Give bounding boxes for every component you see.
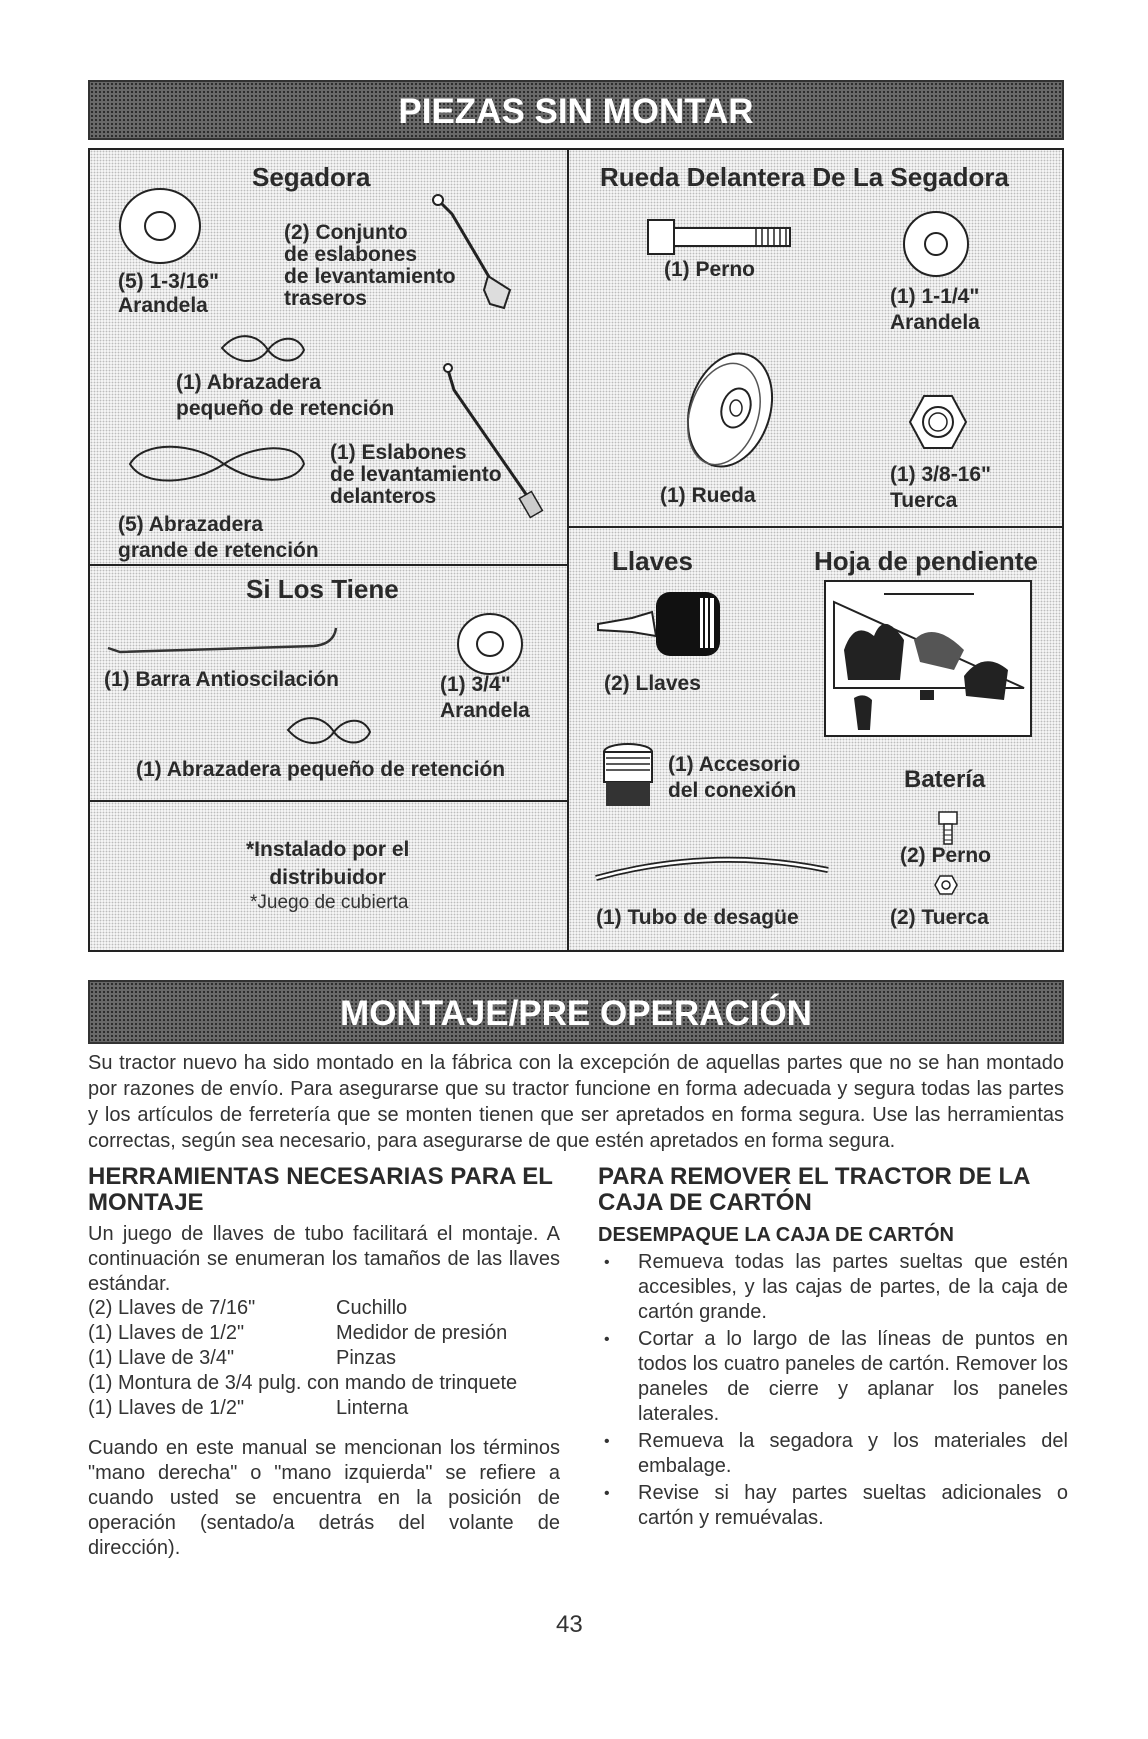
llaves-title: Llaves xyxy=(612,546,693,576)
rueda-washer-label: (1) 1-1/4" Arandela xyxy=(890,285,980,334)
bolt-icon xyxy=(646,218,796,258)
wheel-icon xyxy=(666,348,786,478)
tools-row xyxy=(88,1296,568,1321)
tool-name: (1) Llaves de 1/2" xyxy=(88,1322,245,1344)
tools-row xyxy=(88,1321,568,1346)
key-icon xyxy=(592,584,732,664)
keys-label: (2) Llaves xyxy=(604,672,701,695)
section-banner-assembly xyxy=(88,980,1064,1044)
banner-title: MONTAJE/PRE OPERACIÓN xyxy=(340,994,812,1033)
hose-label: (1) Tubo de desagüe xyxy=(596,906,799,929)
dealer-installed-note: *Instalado por el distribuidor xyxy=(246,838,410,889)
tool-name: (1) Llaves de 1/2" xyxy=(88,1397,245,1419)
segadora-title: Segadora xyxy=(252,162,371,192)
remove-heading: PARA REMOVER EL TRACTOR DE LA CAJA DE CARTÓN xyxy=(598,1163,1030,1216)
tools-table xyxy=(88,1296,568,1421)
washer-icon xyxy=(452,610,532,680)
rear-lift-link-icon xyxy=(430,192,540,332)
list-item: • Cortar a lo largo de las líneas de puntos en todos los cuatro paneles de cartón. Remover los paneles de cierre y aplanar los paneles laterales. xyxy=(598,1327,1068,1427)
list-item: • Remueva todas las partes sueltas que estén accesibles, y las cajas de partes, de la caja de cartón grande. xyxy=(598,1250,1068,1325)
tools-row xyxy=(88,1346,568,1371)
fitting-label: (1) Accesorio del conexión xyxy=(668,753,801,802)
nut-icon xyxy=(908,394,968,450)
rear-links-label: (2) Conjunto de eslabones de levantamiento traseros xyxy=(284,221,456,310)
si-los-tiene-title: Si Los Tiene xyxy=(246,574,399,604)
sway-bar-label: (1) Barra Antioscilación xyxy=(104,668,339,691)
battery-bolt-icon xyxy=(936,810,960,846)
small-clip-label: (1) Abrazadera pequeño de retención xyxy=(176,371,395,420)
bateria-title: Batería xyxy=(904,766,986,793)
sway-bar-icon xyxy=(104,622,344,662)
hand-orientation-note: Cuando en este manual se mencionan los términos "mano derecha" o "mano izquierda" se refiere a cuando usted se encuentra en la posición de operación (sentado/a detrás del volante de dirección). xyxy=(88,1437,560,1559)
tool-name: Cuchillo xyxy=(336,1297,408,1319)
large-clip-icon xyxy=(124,432,314,512)
fitting-icon xyxy=(600,742,656,810)
drain-hose-icon xyxy=(592,852,832,886)
slope-gauge-icon xyxy=(824,580,1034,738)
section-banner-unassembled-parts xyxy=(88,80,1064,140)
large-clip-label: (5) Abrazadera grande de retención xyxy=(118,513,319,562)
unpack-steps xyxy=(598,1250,1068,1533)
tool-name: (2) Llaves de 7/16" xyxy=(88,1297,256,1319)
si-washer-label: (1) 3/4" Arandela xyxy=(440,673,530,722)
tool-name: Pinzas xyxy=(336,1347,397,1369)
unpack-subheading: DESEMPAQUE LA CAJA DE CARTÓN xyxy=(598,1224,954,1246)
si-clip-label: (1) Abrazadera pequeño de retención xyxy=(136,758,506,781)
banner-title: PIEZAS SIN MONTAR xyxy=(398,92,754,131)
deck-kit-note: *Juego de cubierta xyxy=(250,892,409,913)
battery-nut-icon xyxy=(934,874,958,896)
tools-intro: Un juego de llaves de tubo facilitará el montaje. A continuación se enumeran los tamaños de las llaves estándar. xyxy=(88,1223,560,1295)
segadora-washer-label: (5) 1-3/16" Arandela xyxy=(118,270,220,317)
rueda-title: Rueda Delantera De La Segadora xyxy=(600,162,1009,192)
hoja-title: Hoja de pendiente xyxy=(814,546,1038,576)
small-clip-icon xyxy=(218,328,308,373)
tools-heading: HERRAMIENTAS NECESARIAS PARA EL MONTAJE xyxy=(88,1163,553,1216)
wheel-label: (1) Rueda xyxy=(660,484,756,507)
list-item: • Remueva la segadora y los materiales del embalage. xyxy=(598,1429,1068,1479)
tool-name: Linterna xyxy=(336,1397,409,1419)
page-number: 43 xyxy=(556,1611,583,1638)
tools-row xyxy=(88,1396,568,1421)
battery-bolt-label: (2) Perno xyxy=(900,844,992,867)
tool-name: Medidor de presión xyxy=(336,1322,508,1344)
washer-icon xyxy=(898,208,978,282)
small-clip-icon xyxy=(284,710,374,755)
intro-paragraph: Su tractor nuevo ha sido montado en la fábrica con la excepción de aquellas partes que no se han montado por razones de envío. Para asegurarse que su tractor funcione en forma adecuada y segura todas las partes y los artículos de ferretería que se monten tienen que ser apretados en forma segura. Use las herramientas correctas, según sea necesario, para asegurarse de que estén apretados en forma segura. xyxy=(88,1052,1064,1152)
nut-label: (1) 3/8-16" Tuerca xyxy=(890,463,992,512)
battery-nut-label: (2) Tuerca xyxy=(890,906,989,929)
front-links-label: (1) Eslabones de levantamiento delanteros xyxy=(330,441,502,508)
tools-row xyxy=(88,1371,568,1396)
washer-icon xyxy=(112,188,212,268)
tool-name: (1) Llave de 3/4" xyxy=(88,1347,235,1369)
bolt-label: (1) Perno xyxy=(664,258,756,281)
list-item: • Revise si hay partes sueltas adicionales o cartón y remuévalas. xyxy=(598,1481,1068,1531)
tool-name: (1) Montura de 3/4 pulg. con mando de trinquete xyxy=(88,1372,518,1394)
